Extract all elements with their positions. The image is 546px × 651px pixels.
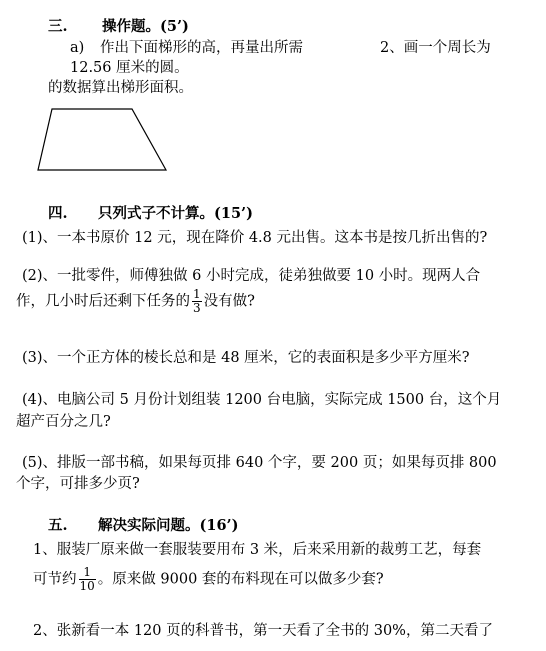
section5-number: 五. — [48, 517, 68, 534]
trapezoid-figure — [36, 108, 168, 174]
word-problem-1-text-post: 。原来做 9000 套的布料现在可以做多少套? — [97, 571, 384, 588]
problem-2-line2 — [16, 288, 255, 315]
word-problem-2-line1: 2、张新看一本 120 页的科普书，第一天看了全书的 30%，第二天看了 — [33, 623, 493, 639]
word-problem-1-text-pre: 可节约 — [33, 571, 77, 588]
fraction-numerator: 1 — [193, 287, 201, 301]
fraction-denominator: 3 — [193, 301, 201, 315]
question-a-marker: a) — [70, 40, 85, 56]
problem-2-line1: (2)、一批零件，师傅独做 6 小时完成，徒弟独做要 10 小时。现两人合 — [22, 268, 481, 284]
problem-4-line1: (4)、电脑公司 5 月份计划组装 1200 台电脑，实际完成 1500 台，这个月 — [22, 392, 502, 408]
question-2-line2: 12.56 厘米的圆。 — [70, 60, 189, 76]
section3-number: 三. — [48, 18, 68, 35]
problem-4-line2: 超产百分之几? — [16, 414, 111, 430]
section5-title: 解决实际问题。(16’) — [98, 517, 239, 534]
problem-1: (1)、一本书原价 12 元，现在降价 4.8 元出售。这本书是按几折出售的? — [22, 230, 488, 246]
question-a-line2: 的数据算出梯形面积。 — [48, 80, 193, 96]
fraction-one-tenth — [79, 566, 96, 593]
question-2-line1: 2、画一个周长为 — [380, 40, 491, 56]
section4-title: 只列式子不计算。(15’) — [98, 205, 253, 222]
fraction-denominator: 10 — [79, 579, 95, 593]
problem-5-line1: (5)、排版一部书稿，如果每页排 640 个字，要 200 页；如果每页排 800 — [22, 455, 497, 471]
fraction-numerator: 1 — [79, 566, 96, 580]
section3-title: 操作题。(5’) — [102, 18, 189, 35]
problem-5-line2: 个字，可排多少页? — [16, 476, 140, 492]
fraction-one-third — [192, 288, 202, 315]
problem-2-text-pre: 作，几小时后还剩下任务的 — [16, 293, 190, 310]
word-problem-1-line1: 1、服装厂原来做一套服装要用布 3 米，后来采用新的裁剪工艺，每套 — [33, 542, 482, 558]
word-problem-1-line2 — [33, 566, 384, 593]
question-a-line1: 作出下面梯形的高，再量出所需 — [100, 40, 303, 56]
problem-3: (3)、一个正方体的棱长总和是 48 厘米，它的表面积是多少平方厘米? — [22, 350, 470, 366]
problem-2-text-post: 没有做? — [203, 293, 255, 310]
section4-number: 四. — [48, 205, 68, 222]
